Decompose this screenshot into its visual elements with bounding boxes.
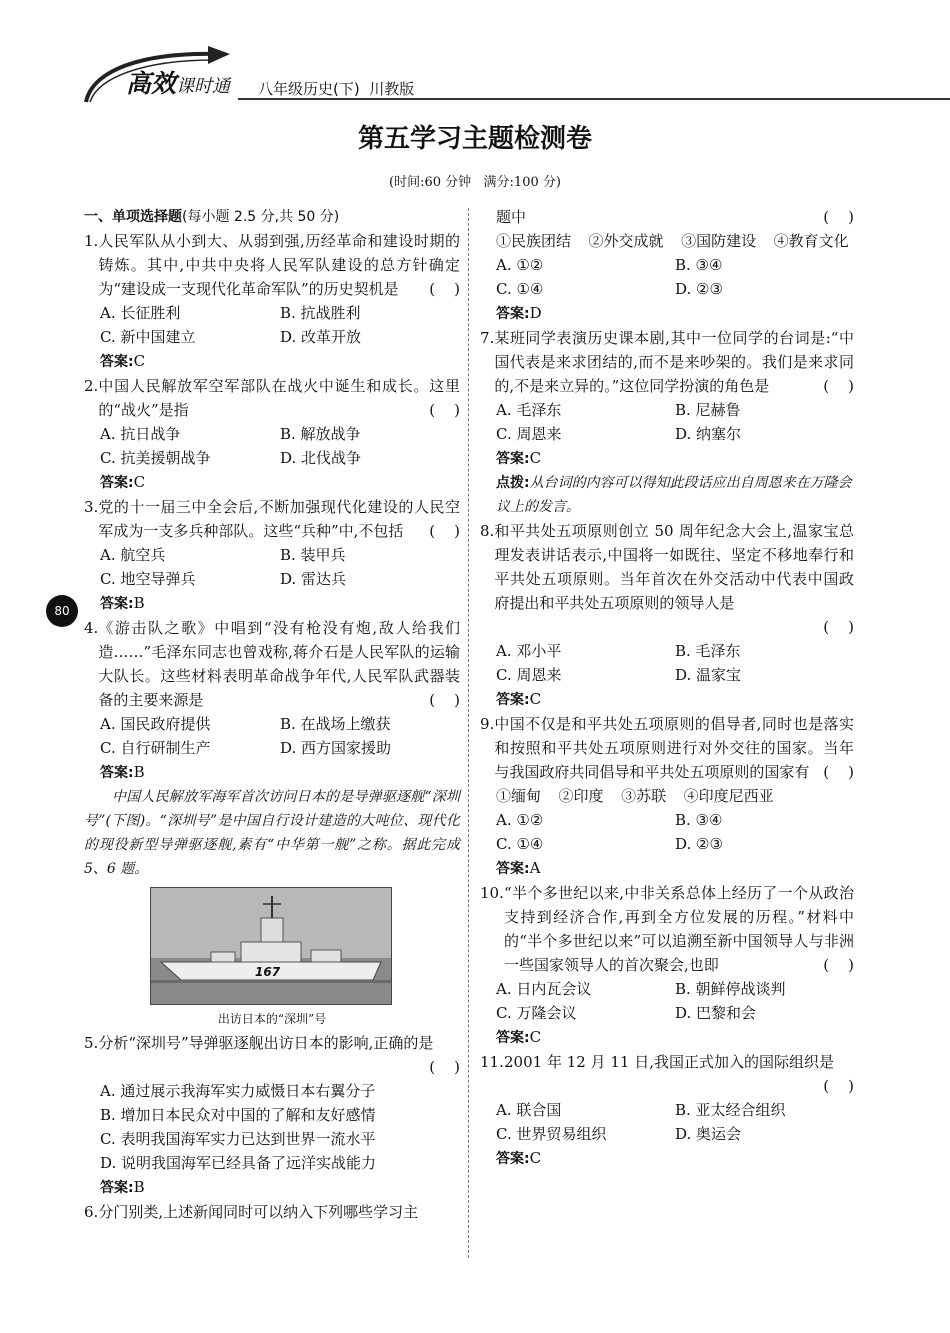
page-number-badge: 80 — [46, 595, 78, 627]
answer-blank: ( ) — [429, 691, 460, 709]
question-7 — [480, 326, 854, 519]
option-c: C. 周恩来 — [496, 425, 562, 443]
option-a: A. 邓小平 — [496, 642, 562, 660]
option-d: D. 巴黎和会 — [675, 1004, 757, 1022]
option-c: C. 新中国建立 — [100, 328, 196, 346]
question-2 — [84, 374, 460, 495]
answer: 答案:D — [496, 304, 542, 322]
option-d: D. 纳塞尔 — [675, 425, 742, 443]
subject-label: 八年级历史(下) 川教版 — [258, 80, 415, 98]
question-text: 和平共处五项原则创立 50 周年纪念大会上,温家宝总理发表讲话表示,中国将一如既往、坚定不移地奉行和平共处五项原则。当年首次在外交活动中代表中国政府提出和平共处五项原则的领导人是 — [494, 522, 854, 612]
option-c: C. 万隆会议 — [496, 1004, 577, 1022]
option-a: A. 毛泽东 — [496, 401, 562, 419]
question-text: 党的十一届三中全会后,不断加强现代化建设的人民空军成为一支多兵种部队。这些“兵种”中,不包括 — [98, 498, 460, 540]
question-text: 人民军队从小到大、从弱到强,历经革命和建设时期的铸炼。其中,中共中央将人民军队建设的总方针确定为“建设成一支现代化革命军队”的历史契机是 — [98, 232, 460, 298]
option-d: D. 改革开放 — [280, 328, 362, 346]
answer-blank: ( ) — [823, 956, 854, 974]
option-d: D. 西方国家援助 — [280, 739, 392, 757]
answer-blank: ( ) — [823, 377, 854, 395]
question-number: 4. — [84, 619, 99, 637]
question-6-start — [84, 1200, 460, 1224]
option-d: D. 雷达兵 — [280, 570, 347, 588]
option-b: B. 亚太经合组织 — [675, 1101, 786, 1119]
question-number: 5. — [84, 1034, 99, 1052]
option-d: D. ②③ — [675, 280, 723, 298]
question-text: 中国人民解放军空军部队在战火中诞生和成长。这里的“战火”是指 — [98, 377, 460, 419]
answer-blank: ( ) — [429, 522, 460, 540]
choice-list: ①民族团结 ②外交成就 ③国防建设 ④教育文化 — [496, 232, 849, 250]
option-d: D. ②③ — [675, 835, 723, 853]
question-text: 《游击队之歌》中唱到“没有枪没有炮,敌人给我们造……”毛泽东同志也曾戏称,蒋介石是人民军队的运输大队长。这些材料表明革命战争年代,人民军队武器装备的主要来源是 — [98, 619, 460, 709]
question-text: 分析“深圳号”导弹驱逐舰出访日本的影响,正确的是 — [98, 1034, 434, 1052]
answer: 答案:B — [100, 763, 145, 781]
option-b: B. ③④ — [675, 811, 723, 829]
answer-blank: ( ) — [429, 1058, 460, 1076]
question-number: 6. — [84, 1203, 99, 1221]
option-d: D. 温家宝 — [675, 666, 742, 684]
question-text: 分门别类,上述新闻同时可以纳入下列哪些学习主 — [98, 1203, 419, 1221]
option-a: A. 航空兵 — [100, 546, 166, 564]
header-rule — [238, 98, 950, 100]
option-b: B. 尼赫鲁 — [675, 401, 741, 419]
option-c: C. 周恩来 — [496, 666, 562, 684]
page-header — [0, 0, 950, 110]
option-b: B. 抗战胜利 — [280, 304, 361, 322]
option-b: B. 装甲兵 — [280, 546, 346, 564]
question-number: 10. — [480, 884, 504, 902]
passage-intro: 中国人民解放军海军首次访问日本的是导弹驱逐舰“深圳号”(下图)。“深圳号”是中国自行设计建造的大吨位、现代化的现役新型导弹驱逐舰,素有“中华第一舰”之称。据此完成 5、6 题。 — [84, 789, 460, 877]
answer: 答案:C — [496, 449, 542, 467]
answer-blank: ( ) — [429, 401, 460, 419]
ship-illustration-icon — [151, 888, 391, 1004]
question-10 — [480, 881, 854, 1050]
answer: 答案:B — [100, 1178, 145, 1196]
option-c: C. 世界贸易组织 — [496, 1125, 607, 1143]
option-a: A. 日内瓦会议 — [496, 980, 592, 998]
option-b: B. 解放战争 — [280, 425, 361, 443]
option-a: A. ①② — [496, 256, 544, 274]
answer-blank: ( ) — [823, 618, 854, 636]
question-text: 某班同学表演历史课本剧,其中一位同学的台词是:“中国代表是来求团结的,而不是来吵架的。我们是来求同的,不是来立异的。”这位同学扮演的角色是 — [494, 329, 854, 395]
photo-caption: 出访日本的“深圳”号 — [217, 1012, 327, 1026]
answer: 答案:A — [496, 859, 541, 877]
brand-small: 课时通 — [176, 76, 231, 97]
option-a: A. 抗日战争 — [100, 425, 181, 443]
question-text: 中国不仅是和平共处五项原则的倡导者,同时也是落实和按照和平共处五项原则进行对外交往的国家。当年与我国政府共同倡导和平共处五项原则的国家有 — [494, 715, 854, 781]
option-a: A. ①② — [496, 811, 544, 829]
choice-list: ①缅甸 ②印度 ③苏联 ④印度尼西亚 — [496, 787, 774, 805]
question-5 — [84, 1031, 460, 1200]
option-a: A. 国民政府提供 — [100, 715, 211, 733]
answer-blank: ( ) — [823, 1077, 854, 1095]
question-number: 9. — [480, 715, 495, 733]
question-1 — [84, 229, 460, 374]
option-d: D. 北伐战争 — [280, 449, 362, 467]
answer-blank: ( ) — [429, 280, 460, 298]
answer: 答案:C — [100, 352, 146, 370]
question-text: “半个多世纪以来,中非关系总体上经历了一个从政治支持到经济合作,再到全方位发展的历程。”材料中的“半个多世纪以来”可以追溯至新中国领导人与非洲一些国家领导人的首次聚会,也即 — [504, 884, 854, 974]
option-d: D. 奥运会 — [675, 1125, 742, 1143]
option-b: B. ③④ — [675, 256, 723, 274]
option-b: B. 在战场上缴获 — [280, 715, 391, 733]
right-column — [480, 205, 854, 1171]
answer: 答案:C — [496, 690, 542, 708]
brand-main: 高效 — [126, 69, 177, 98]
answer: 答案:C — [496, 1149, 542, 1167]
question-3 — [84, 495, 460, 616]
destroyer-photo — [150, 887, 392, 1005]
answer-blank: ( ) — [823, 208, 854, 226]
question-number: 11. — [480, 1053, 504, 1071]
option-b: B. 朝鲜停战谈判 — [675, 980, 786, 998]
answer-blank: ( ) — [823, 763, 854, 781]
brand-logo — [126, 64, 230, 100]
question-number: 7. — [480, 329, 495, 347]
question-number: 8. — [480, 522, 495, 540]
page-title: 第五学习主题检测卷 — [357, 124, 592, 154]
option-c: C. ①④ — [496, 835, 544, 853]
question-number: 2. — [84, 377, 99, 395]
question-text: 2001 年 12 月 11 日,我国正式加入的国际组织是 — [504, 1053, 834, 1071]
hull-number: 167 — [255, 965, 281, 979]
option-c: C. ①④ — [496, 280, 544, 298]
question-number: 3. — [84, 498, 99, 516]
question-11 — [480, 1050, 854, 1171]
option-c: C. 抗美援朝战争 — [100, 449, 211, 467]
question-text: 题中 — [496, 208, 527, 226]
option-b: B. 增加日本民众对中国的了解和友好感情 — [100, 1106, 376, 1124]
option-c: C. 自行研制生产 — [100, 739, 211, 757]
question-9 — [480, 712, 854, 881]
answer: 答案:C — [496, 1028, 542, 1046]
section-heading: 一、单项选择题(每小题 2.5 分,共 50 分) — [84, 209, 340, 225]
question-6-cont — [480, 205, 854, 326]
left-column — [84, 205, 460, 1224]
hint: 点拨:从台词的内容可以得知此段话应出自周恩来在万隆会议上的发言。 — [496, 475, 852, 515]
exam-info: (时间:60 分钟 满分:100 分) — [389, 175, 561, 190]
answer: 答案:B — [100, 594, 145, 612]
question-number: 1. — [84, 232, 99, 250]
option-a: A. 联合国 — [496, 1101, 562, 1119]
option-c: C. 地空导弹兵 — [100, 570, 196, 588]
option-b: B. 毛泽东 — [675, 642, 741, 660]
option-c: C. 表明我国海军实力已达到世界一流水平 — [100, 1130, 376, 1148]
column-divider — [468, 208, 469, 1258]
question-4 — [84, 616, 460, 785]
option-a: A. 长征胜利 — [100, 304, 181, 322]
question-8 — [480, 519, 854, 712]
option-a: A. 通过展示我海军实力威慑日本右翼分子 — [100, 1082, 376, 1100]
option-d: D. 说明我国海军已经具备了远洋实战能力 — [100, 1154, 377, 1172]
answer: 答案:C — [100, 473, 146, 491]
